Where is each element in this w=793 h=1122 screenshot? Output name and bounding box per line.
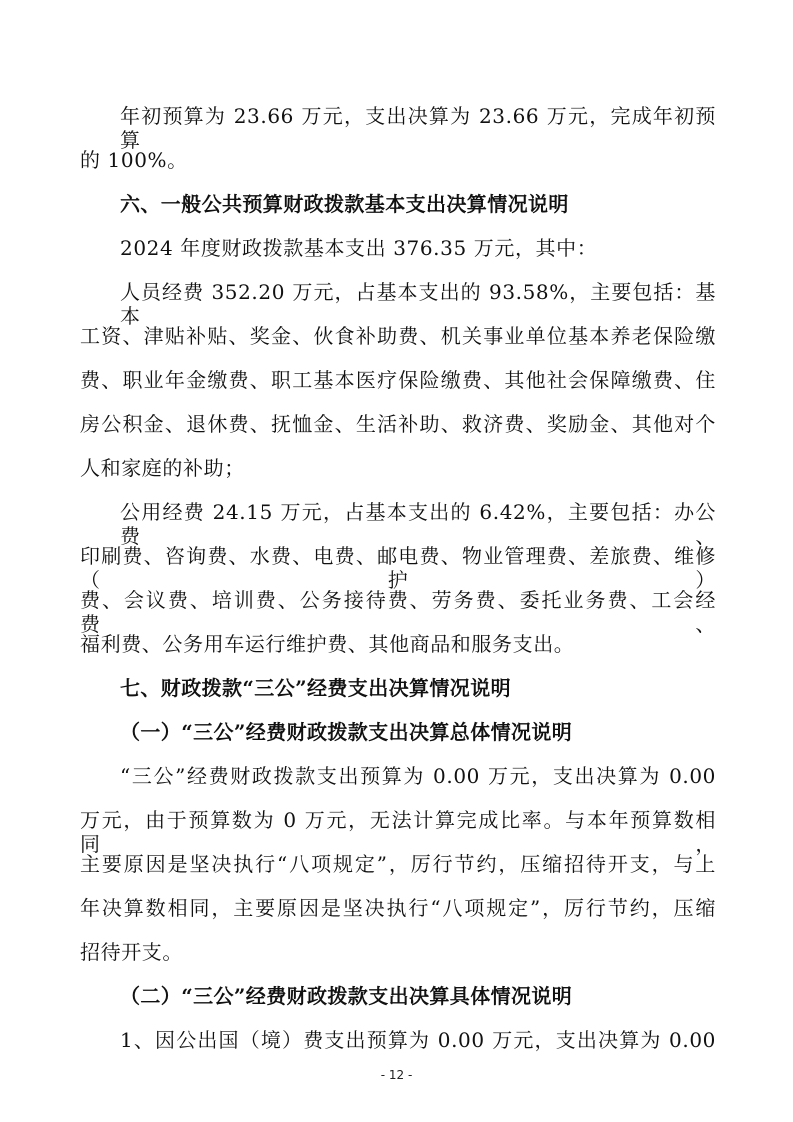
paragraph-line: 费、职业年金缴费、职工基本医疗保险缴费、其他社会保障缴费、住 xyxy=(80,368,716,392)
paragraph-line: 年决算数相同，主要原因是坚决执行“八项规定”，厉行节约，压缩 xyxy=(80,896,716,920)
paragraph-line: 招待开支。 xyxy=(80,940,183,964)
paragraph-line: 公用经费 24.15 万元，占基本支出的 6.42%，主要包括：办公费、 xyxy=(120,500,716,548)
section-heading-7: 七、财政拨款“三公”经费支出决算情况说明 xyxy=(120,676,512,700)
page-number: - 12 - xyxy=(380,1068,413,1082)
paragraph-line: 印刷费、咨询费、水费、电费、邮电费、物业管理费、差旅费、维修（护） xyxy=(80,544,716,592)
paragraph-line: 1、因公出国（境）费支出预算为 0.00 万元，支出决算为 0.00 xyxy=(120,1028,716,1052)
paragraph-line: 人和家庭的补助； xyxy=(80,456,245,480)
paragraph-line: 2024 年度财政拨款基本支出 376.35 万元，其中： xyxy=(120,236,598,260)
section-heading-6: 六、一般公共预算财政拨款基本支出决算情况说明 xyxy=(120,192,569,216)
subsection-heading-7-2: （二）“三公”经费财政拨款支出决算具体情况说明 xyxy=(120,984,573,1008)
paragraph-line: 福利费、公务用车运行维护费、其他商品和服务支出。 xyxy=(80,632,575,656)
paragraph-line: 年初预算为 23.66 万元，支出决算为 23.66 万元，完成年初预算 xyxy=(120,104,716,152)
paragraph-line: 主要原因是坚决执行“八项规定”，厉行节约，压缩招待开支，与上 xyxy=(80,852,716,876)
paragraph-line: 万元，由于预算数为 0 万元，无法计算完成比率。与本年预算数相同， xyxy=(80,808,716,856)
paragraph-line: 房公积金、退休费、抚恤金、生活补助、救济费、奖励金、其他对个 xyxy=(80,412,716,436)
paragraph-line: 费、会议费、培训费、公务接待费、劳务费、委托业务费、工会经费、 xyxy=(80,588,716,636)
paragraph-line: “三公”经费财政拨款支出预算为 0.00 万元，支出决算为 0.00 xyxy=(120,764,716,788)
paragraph-line: 工资、津贴补贴、奖金、伙食补助费、机关事业单位基本养老保险缴 xyxy=(80,324,716,348)
subsection-heading-7-1: （一）“三公”经费财政拨款支出决算总体情况说明 xyxy=(120,720,573,744)
paragraph-line: 的 100%。 xyxy=(80,148,188,172)
paragraph-line: 人员经费 352.20 万元，占基本支出的 93.58%，主要包括：基本 xyxy=(120,280,716,328)
